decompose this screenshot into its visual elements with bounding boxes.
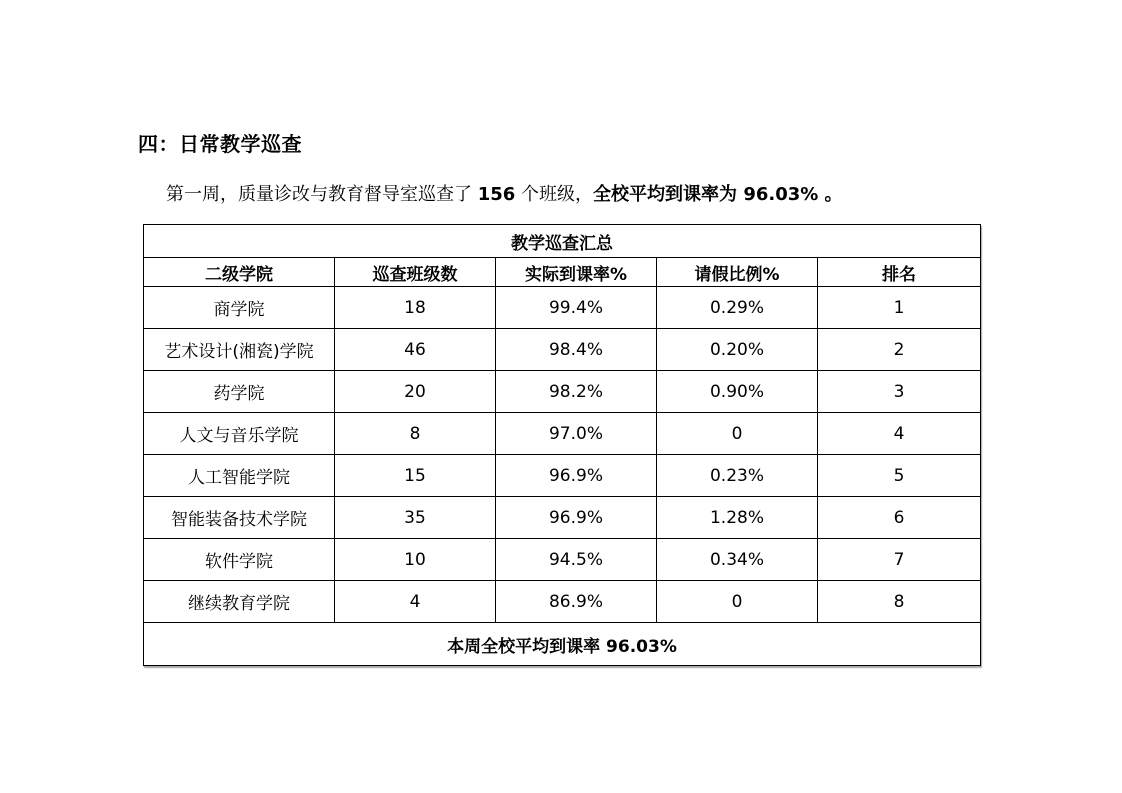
cell-leave-ratio: 0.34% bbox=[657, 539, 818, 581]
cell-leave-ratio: 0 bbox=[657, 413, 818, 455]
cell-rank: 6 bbox=[818, 497, 981, 539]
cell-class-count: 15 bbox=[335, 455, 496, 497]
cell-attendance-rate: 98.4% bbox=[496, 329, 657, 371]
table-row bbox=[144, 287, 981, 329]
cell-attendance-rate: 96.9% bbox=[496, 455, 657, 497]
cell-attendance-rate: 99.4% bbox=[496, 287, 657, 329]
cell-rank: 2 bbox=[818, 329, 981, 371]
cell-college: 人工智能学院 bbox=[144, 455, 335, 497]
cell-rank: 1 bbox=[818, 287, 981, 329]
cell-class-count: 8 bbox=[335, 413, 496, 455]
cell-rank: 5 bbox=[818, 455, 981, 497]
cell-attendance-rate: 96.9% bbox=[496, 497, 657, 539]
column-header-rank: 排名 bbox=[818, 258, 981, 287]
cell-attendance-rate: 98.2% bbox=[496, 371, 657, 413]
cell-college: 继续教育学院 bbox=[144, 581, 335, 623]
cell-leave-ratio: 0 bbox=[657, 581, 818, 623]
cell-leave-ratio: 0.23% bbox=[657, 455, 818, 497]
table-footer-row bbox=[144, 623, 981, 666]
summary-average-rate: 全校平均到课率为 96.03% 。 bbox=[593, 184, 843, 205]
cell-college: 智能装备技术学院 bbox=[144, 497, 335, 539]
cell-attendance-rate: 86.9% bbox=[496, 581, 657, 623]
summary-paragraph bbox=[166, 180, 843, 206]
cell-college: 软件学院 bbox=[144, 539, 335, 581]
cell-college: 药学院 bbox=[144, 371, 335, 413]
column-header-college: 二级学院 bbox=[144, 258, 335, 287]
cell-class-count: 18 bbox=[335, 287, 496, 329]
table-title-row bbox=[144, 225, 981, 258]
cell-class-count: 46 bbox=[335, 329, 496, 371]
table-row bbox=[144, 581, 981, 623]
cell-attendance-rate: 94.5% bbox=[496, 539, 657, 581]
table-row bbox=[144, 539, 981, 581]
cell-college: 商学院 bbox=[144, 287, 335, 329]
table-row bbox=[144, 455, 981, 497]
table-header-row bbox=[144, 258, 981, 287]
table-title: 教学巡查汇总 bbox=[144, 225, 981, 258]
summary-class-count: 156 bbox=[477, 184, 516, 205]
table-row bbox=[144, 497, 981, 539]
cell-rank: 8 bbox=[818, 581, 981, 623]
cell-class-count: 35 bbox=[335, 497, 496, 539]
summary-lead: 第一周，质量诊改与教育督导室巡查了 bbox=[166, 184, 478, 205]
cell-class-count: 20 bbox=[335, 371, 496, 413]
cell-leave-ratio: 0.90% bbox=[657, 371, 818, 413]
cell-rank: 7 bbox=[818, 539, 981, 581]
cell-leave-ratio: 0.20% bbox=[657, 329, 818, 371]
table-row bbox=[144, 329, 981, 371]
cell-rank: 4 bbox=[818, 413, 981, 455]
cell-leave-ratio: 1.28% bbox=[657, 497, 818, 539]
table-footer-average: 本周全校平均到课率 96.03% bbox=[144, 623, 981, 666]
cell-class-count: 4 bbox=[335, 581, 496, 623]
summary-mid: 个班级， bbox=[515, 184, 594, 205]
inspection-summary-table bbox=[143, 224, 981, 666]
section-heading: 四：日常教学巡查 bbox=[138, 132, 302, 156]
column-header-class-count: 巡查班级数 bbox=[335, 258, 496, 287]
column-header-attendance-rate: 实际到课率% bbox=[496, 258, 657, 287]
table-row bbox=[144, 371, 981, 413]
cell-attendance-rate: 97.0% bbox=[496, 413, 657, 455]
cell-college: 人文与音乐学院 bbox=[144, 413, 335, 455]
cell-leave-ratio: 0.29% bbox=[657, 287, 818, 329]
cell-college: 艺术设计(湘瓷)学院 bbox=[144, 329, 335, 371]
column-header-leave-ratio: 请假比例% bbox=[657, 258, 818, 287]
table-row bbox=[144, 413, 981, 455]
cell-class-count: 10 bbox=[335, 539, 496, 581]
cell-rank: 3 bbox=[818, 371, 981, 413]
